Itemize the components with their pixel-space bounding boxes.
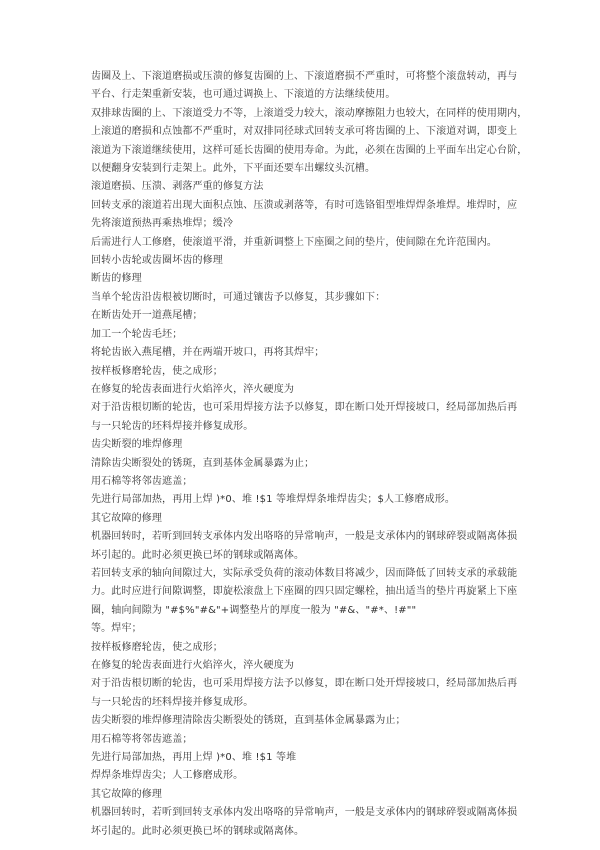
text-line: 以便翻身安装到行走架上。此外，下平面还要车出螺纹头沉槽。: [91, 163, 376, 175]
text-line: 清除齿尖断裂处的锈斑，直到基体金属暴露为止；: [91, 457, 315, 469]
text-line: 加工一个轮齿毛坯；: [91, 328, 183, 340]
document-body: [91, 68, 527, 841]
text-line: 上滚道的磨损和点蚀都不严重时，对双排同径球式回转支承可将齿圈的上、下滚道对调，即变上: [91, 126, 518, 138]
text-line: 机器回转时，若听到回转支承体内发出咯咯的异常响声，一般是支承体内的钢球碎裂或隔离体损: [91, 531, 518, 543]
text-line: 回转支承的滚道若出现大面积点蚀、压溃或剥落等，有时可选铬钼型堆焊焊条堆焊。堆焊时，应: [91, 199, 518, 211]
text-line: 在修复的轮齿表面进行火焰淬火，淬火硬度为: [91, 383, 294, 395]
text-line: 平台、行走架重新安装，也可通过调换上、下滚道的方法继续使用。: [91, 89, 396, 101]
text-line: 齿尖断裂的堆焊修理清除齿尖断裂处的锈斑，直到基体金属暴露为止；: [91, 715, 406, 727]
text-line: 焊焊条堆焊齿尖；人工修磨成形。: [91, 770, 244, 782]
text-line: 圈，轴向间隙为 "#$%"#&"+调整垫片的厚度一般为 "#&、"#*、!#"": [91, 604, 417, 616]
text-line: 按样板修磨轮齿，使之成形；: [91, 365, 223, 377]
text-line: 在断齿处开一道燕尾槽；: [91, 310, 203, 322]
text-line: 力。此时应进行间隙调整，即旋松滚盘上下座圈的四只固定螺栓，抽出适当的垫片再旋紧上下座: [91, 586, 518, 598]
text-line: 坏引起的。此时必须更换已坏的钢球或隔离体。: [91, 825, 305, 837]
text-line: 先进行局部加热，再用上焊 )*0、堆 !$1 等堆: [91, 752, 297, 764]
text-line: 回转小齿轮或齿圈坏齿的修理: [91, 255, 223, 267]
text-line: 先将滚道预热再乘热堆焊；缓冷: [91, 218, 234, 230]
text-line: 用石棉等将邻齿遮盖；: [91, 733, 193, 745]
text-line: 其它故障的修理: [91, 512, 163, 524]
text-line: 先进行局部加热，再用上焊 )*0、堆 !$1 等堆焊焊条堆焊齿尖；$人工修磨成形。: [91, 494, 456, 506]
text-line: 后需进行人工修磨，使滚道平滑，并重新调整上下座圈之间的垫片，使间隙在允许范围内。: [91, 236, 497, 248]
text-line: 断齿的修理: [91, 273, 142, 285]
text-line: 对于沿齿根切断的轮齿，也可采用焊接方法予以修复，即在断口处开焊接坡口，经局部加热后再: [91, 402, 518, 414]
text-line: 若回转支承的轴向间隙过大，实际承受负荷的滚动体数目将减少，因而降低了回转支承的承载能: [91, 567, 518, 579]
text-line: 当单个轮齿沿齿根被切断时，可通过镶齿予以修复，其步骤如下：: [91, 291, 386, 303]
text-line: 与一只轮齿的坯料焊接并修复成形。: [91, 420, 254, 432]
text-line: 按样板修磨轮齿，使之成形；: [91, 641, 223, 653]
text-line: 滚道磨损、压溃、剥落严重的修复方法: [91, 181, 264, 193]
text-line: 等。焊牢；: [91, 623, 142, 635]
text-line: 其它故障的修理: [91, 788, 163, 800]
text-line: 在修复的轮齿表面进行火焰淬火，淬火硬度为: [91, 660, 294, 671]
text-line: 将轮齿嵌入燕尾槽，并在两端开坡口，再将其焊牢；: [91, 347, 325, 359]
text-line: 与一只轮齿的坯料焊接并修复成形。: [91, 696, 254, 708]
text-line: 双排球齿圈的上、下滚道受力不等，上滚道受力较大，滚动摩擦阻力也较大，在同样的使用期内，: [91, 107, 528, 119]
text-line: 滚道为下滚道继续使用，这样可延长齿圈的使用寿命。为此，必须在齿圈的上平面车出定心台阶，: [91, 144, 528, 156]
text-line: 坏引起的。此时必须更换已坏的钢球或隔离体。: [91, 549, 305, 561]
text-line: 用石棉等将邻齿遮盖；: [91, 475, 193, 487]
text-line: 机器回转时，若听到回转支承体内发出咯咯的异常响声，一般是支承体内的钢球碎裂或隔离体损: [91, 807, 518, 819]
text-line: 齿尖断裂的堆焊修理: [91, 439, 183, 451]
text-line: 对于沿齿根切断的轮齿，也可采用焊接方法予以修复，即在断口处开焊接坡口，经局部加热后再: [91, 678, 518, 690]
text-line: 齿圈及上、下滚道磨损或压溃的修复齿圈的上、下滚道磨损不严重时，可将整个滚盘转动，再与: [91, 71, 518, 82]
